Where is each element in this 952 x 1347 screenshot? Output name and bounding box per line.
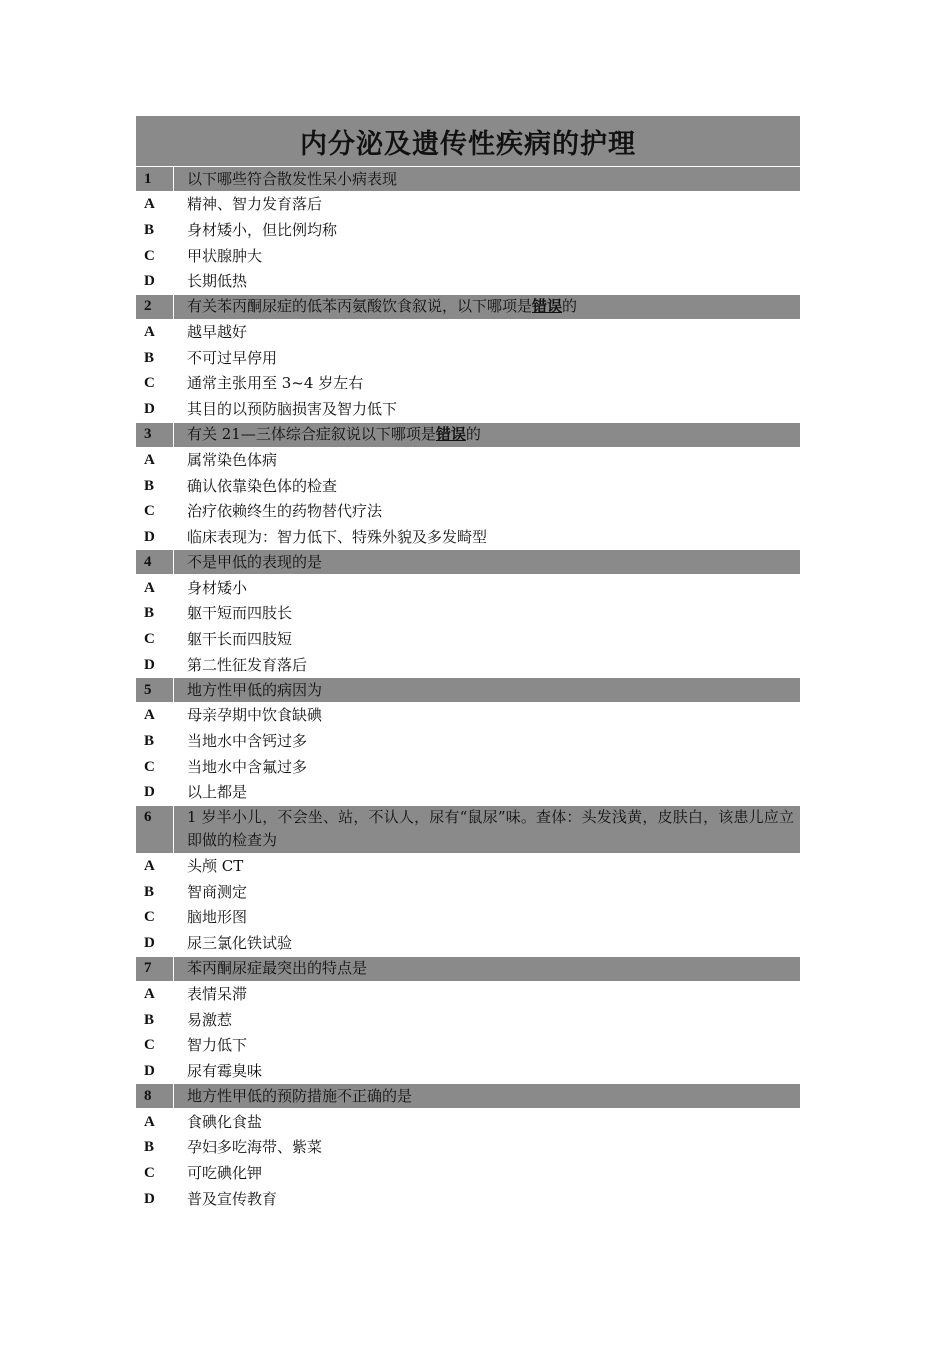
option-letter: B <box>144 883 155 900</box>
option-text: 孕妇多吃海带、紫菜 <box>187 1138 323 1157</box>
option-letter: A <box>144 324 155 341</box>
option-row <box>136 192 800 218</box>
option-text: 智力低下 <box>187 1036 248 1055</box>
option-text: 智商测定 <box>187 882 248 901</box>
option-row <box>136 601 800 627</box>
question-number: 3 <box>136 423 174 447</box>
option-text: 精神、智力发育落后 <box>187 195 323 214</box>
option-row <box>136 1033 800 1059</box>
option-row <box>136 473 800 499</box>
question-number: 4 <box>136 550 174 574</box>
option-row <box>136 397 800 423</box>
option-letter: A <box>144 707 155 724</box>
option-text: 普及宣传教育 <box>187 1189 278 1208</box>
question-stem: 地方性甲低的预防措施不正确的是 <box>187 1086 413 1105</box>
option-letter: A <box>144 451 155 468</box>
option-row <box>136 575 800 601</box>
option-text: 尿有霉臭味 <box>187 1061 263 1080</box>
option-letter: A <box>144 985 155 1002</box>
option-row <box>136 1007 800 1033</box>
option-text: 当地水中含钙过多 <box>187 732 308 751</box>
option-letter: D <box>144 401 155 418</box>
option-letter: C <box>144 503 155 520</box>
option-letter: C <box>144 630 155 647</box>
option-text: 身材矮小，但比例均称 <box>187 221 338 240</box>
option-text: 其目的以预防脑损害及智力低下 <box>187 400 398 419</box>
option-row <box>136 905 800 931</box>
option-letter: B <box>144 1139 155 1156</box>
option-row <box>136 243 800 269</box>
option-letter: B <box>144 477 155 494</box>
option-row <box>136 1059 800 1085</box>
option-letter: A <box>144 196 155 213</box>
question-number: 8 <box>136 1084 174 1108</box>
option-row <box>136 652 800 678</box>
option-text: 治疗依赖终生的药物替代疗法 <box>187 502 383 521</box>
question-number: 1 <box>136 167 174 191</box>
question-row <box>136 806 800 854</box>
option-text: 脑地形图 <box>187 908 248 927</box>
option-text: 通常主张用至 3~4 岁左右 <box>187 374 364 393</box>
option-text: 尿三氯化铁试验 <box>187 934 293 953</box>
option-text: 头颅 CT <box>187 857 244 876</box>
option-letter: C <box>144 247 155 264</box>
option-row <box>136 269 800 295</box>
option-letter: D <box>144 528 155 545</box>
option-row <box>136 780 800 806</box>
option-letter: B <box>144 733 155 750</box>
option-row <box>136 754 800 780</box>
question-stem: 地方性甲低的病因为 <box>187 680 323 699</box>
question-stem: 苯丙酮尿症最突出的特点是 <box>187 959 368 977</box>
stem-part: 的 <box>465 425 481 443</box>
option-text: 确认依靠染色体的检查 <box>187 476 338 495</box>
option-text: 食碘化食盐 <box>187 1112 263 1131</box>
option-letter: D <box>144 935 155 952</box>
option-row <box>136 448 800 474</box>
option-row <box>136 1161 800 1187</box>
option-text: 母亲孕期中饮食缺碘 <box>187 706 323 725</box>
option-text: 躯干短而四肢长 <box>187 604 293 623</box>
option-row <box>136 218 800 244</box>
option-row <box>136 982 800 1008</box>
option-letter: C <box>144 375 155 392</box>
option-row <box>136 499 800 525</box>
option-letter: D <box>144 784 155 801</box>
question-number: 2 <box>136 295 174 319</box>
option-row <box>136 627 800 653</box>
option-letter: D <box>144 1190 155 1207</box>
option-row <box>136 703 800 729</box>
stem-part: 有关苯丙酮尿症的低苯丙氨酸饮食叙说，以下哪项是 <box>187 297 533 316</box>
option-letter: B <box>144 605 155 622</box>
question-number: 7 <box>136 957 174 981</box>
question-stem: 以下哪些符合散发性呆小病表现 <box>187 169 398 188</box>
question-row <box>136 1084 800 1109</box>
question-stem <box>174 295 800 318</box>
option-text: 可吃碘化钾 <box>187 1163 263 1182</box>
option-text: 长期低热 <box>187 272 248 291</box>
stem-emphasis: 错误 <box>435 425 466 443</box>
option-row <box>136 320 800 346</box>
option-letter: D <box>144 656 155 673</box>
question-row <box>136 423 800 448</box>
option-text: 第二性征发育落后 <box>187 655 308 674</box>
option-letter: B <box>144 349 155 366</box>
option-text: 甲状腺肿大 <box>187 246 263 265</box>
option-text: 临床表现为：智力低下、特殊外貌及多发畸型 <box>187 527 488 546</box>
stem-part: 的 <box>562 297 578 316</box>
option-row <box>136 345 800 371</box>
option-row <box>136 1135 800 1161</box>
option-text: 属常染色体病 <box>187 450 278 469</box>
question-row <box>136 957 800 982</box>
question-stem <box>174 423 800 446</box>
stem-part: 有关 21—三体综合症叙说以下哪项是 <box>187 425 436 443</box>
option-text: 表情呆滞 <box>187 984 248 1003</box>
quiz-sheet <box>136 116 800 1212</box>
option-text: 以上都是 <box>187 783 248 802</box>
option-row <box>136 371 800 397</box>
question-stem: 不是甲低的表现的是 <box>187 552 323 571</box>
option-letter: A <box>144 1113 155 1130</box>
option-text: 易激惹 <box>187 1010 233 1029</box>
option-letter: C <box>144 758 155 775</box>
question-row <box>136 678 800 703</box>
option-row <box>136 1186 800 1212</box>
option-text: 身材矮小 <box>187 578 248 597</box>
option-letter: B <box>144 1011 155 1028</box>
option-letter: C <box>144 909 155 926</box>
page-title: 内分泌及遗传性疾病的护理 <box>300 128 636 160</box>
option-letter: C <box>144 1164 155 1181</box>
option-text: 躯干长而四肢短 <box>187 629 293 648</box>
option-letter: C <box>144 1037 155 1054</box>
question-row <box>136 295 800 320</box>
question-row <box>136 550 800 575</box>
option-letter: B <box>144 222 155 239</box>
option-row <box>136 1109 800 1135</box>
option-letter: D <box>144 1062 155 1079</box>
stem-emphasis: 错误 <box>532 297 563 316</box>
question-number: 6 <box>136 806 174 853</box>
option-row <box>136 879 800 905</box>
question-number: 5 <box>136 678 174 702</box>
option-letter: A <box>144 858 155 875</box>
option-text: 当地水中含氟过多 <box>187 757 308 776</box>
option-letter: D <box>144 273 155 290</box>
question-stem: 1 岁半小儿，不会坐、站，不认人，尿有“鼠尿”味。查体：头发浅黄，皮肤白，该患儿应立即做的检查为 <box>187 808 794 850</box>
question-row <box>136 167 800 192</box>
option-letter: A <box>144 579 155 596</box>
option-text: 越早越好 <box>187 323 248 342</box>
option-text: 不可过早停用 <box>187 348 278 367</box>
option-row <box>136 931 800 957</box>
option-row <box>136 854 800 880</box>
title-bar <box>136 116 800 167</box>
option-row <box>136 525 800 551</box>
option-row <box>136 729 800 755</box>
